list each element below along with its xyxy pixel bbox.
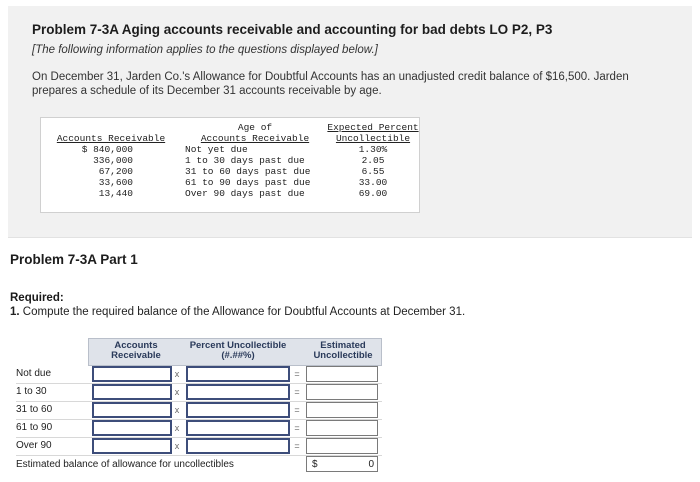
pct-input-61-90[interactable] xyxy=(186,420,290,436)
schedule-age-value: Not yet due xyxy=(185,144,248,155)
part-title: Problem 7-3A Part 1 xyxy=(10,252,138,267)
schedule-age-column xyxy=(185,122,325,199)
schedule-age-value: 61 to 90 days past due xyxy=(185,177,311,188)
row-label-61-90: 61 to 90 xyxy=(16,422,53,433)
pct-input-not-due[interactable] xyxy=(186,366,290,382)
total-label: Estimated balance of allowance for uncollectibles xyxy=(16,459,234,470)
ar-input-not-due[interactable] xyxy=(92,366,172,382)
worksheet-header-est: Estimated Uncollectible xyxy=(313,340,373,361)
required-label: Required: xyxy=(10,292,64,304)
schedule-ar-value: 13,440 xyxy=(98,188,133,199)
schedule-ar-header: Accounts Receivable xyxy=(56,133,166,144)
aging-schedule xyxy=(40,117,420,213)
est-output-1-30 xyxy=(306,384,378,400)
equals-sign: = xyxy=(294,405,300,415)
worksheet-header-pct: Percent Uncollectible (#.##%) xyxy=(189,340,287,361)
row-label-1-30: 1 to 30 xyxy=(16,386,47,397)
total-value: 0 xyxy=(368,459,374,470)
question-number: 1. xyxy=(10,306,20,318)
schedule-ar-value: 33,600 xyxy=(98,177,133,188)
row-label-over-90: Over 90 xyxy=(16,440,52,451)
pct-input-31-60[interactable] xyxy=(186,402,290,418)
equals-sign: = xyxy=(294,387,300,397)
schedule-pct-value: 1.30% xyxy=(358,144,388,155)
times-sign: x xyxy=(174,369,180,379)
ar-input-61-90[interactable] xyxy=(92,420,172,436)
schedule-ar-value: 67,200 xyxy=(98,166,133,177)
schedule-pct-value: 2.05 xyxy=(361,155,385,166)
schedule-pct-value: 6.55 xyxy=(361,166,385,177)
problem-title: Problem 7-3A Aging accounts receivable and accounting for bad debts LO P2, P3 xyxy=(32,22,553,37)
schedule-age-value: 1 to 30 days past due xyxy=(185,155,305,166)
row-label-31-60: 31 to 60 xyxy=(16,404,53,415)
pct-input-over-90[interactable] xyxy=(186,438,290,454)
ar-input-1-30[interactable] xyxy=(92,384,172,400)
times-sign: x xyxy=(174,387,180,397)
problem-note: [The following information applies to the questions displayed below.] xyxy=(32,44,378,56)
equals-sign: = xyxy=(294,423,300,433)
question-body: Compute the required balance of the Allowance for Doubtful Accounts at December 31. xyxy=(22,306,466,318)
ar-input-31-60[interactable] xyxy=(92,402,172,418)
schedule-ar-value: 336,000 xyxy=(93,155,133,166)
pct-input-1-30[interactable] xyxy=(186,384,290,400)
schedule-pct-value: 69.00 xyxy=(358,188,388,199)
worksheet-header-ar: Accounts Receivable xyxy=(111,340,161,361)
times-sign: x xyxy=(174,441,180,451)
total-dollar-sign: $ xyxy=(312,459,318,470)
est-output-over-90 xyxy=(306,438,378,454)
est-output-61-90 xyxy=(306,420,378,436)
est-output-not-due xyxy=(306,366,378,382)
equals-sign: = xyxy=(294,369,300,379)
schedule-ar-column xyxy=(51,122,171,199)
schedule-age-header-2: Accounts Receivable xyxy=(200,133,310,144)
schedule-age-value: 31 to 60 days past due xyxy=(185,166,311,177)
schedule-pct-header-1: Expected Percent xyxy=(327,122,419,133)
schedule-ar-value: $ 840,000 xyxy=(81,144,133,155)
schedule-pct-column xyxy=(325,122,421,199)
problem-intro: On December 31, Jarden Co.'s Allowance for Doubtful Accounts has an unadjusted credit balance of $16,500. Jarden prepares a schedule of its December 31 accounts receivable by age. xyxy=(32,71,629,97)
row-label-not-due: Not due xyxy=(16,368,52,379)
schedule-pct-header-2: Uncollectible xyxy=(335,133,411,144)
schedule-age-header-1: Age of xyxy=(237,122,273,133)
times-sign: x xyxy=(174,405,180,415)
times-sign: x xyxy=(174,423,180,433)
equals-sign: = xyxy=(294,441,300,451)
est-output-31-60 xyxy=(306,402,378,418)
question-text xyxy=(10,306,690,318)
ar-input-over-90[interactable] xyxy=(92,438,172,454)
schedule-age-value: Over 90 days past due xyxy=(185,188,305,199)
schedule-pct-value: 33.00 xyxy=(358,177,388,188)
allowance-worksheet xyxy=(16,338,382,474)
